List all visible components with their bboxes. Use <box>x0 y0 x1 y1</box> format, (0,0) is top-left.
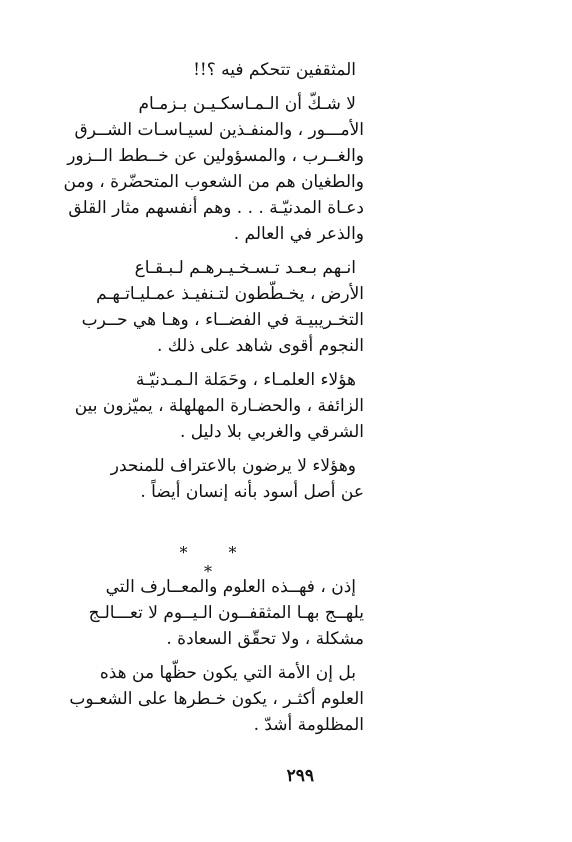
upper-text-block <box>63 57 364 513</box>
text-line: والغــرب ، والمسؤولين عن خــطط الــزور <box>67 146 364 166</box>
section-separator: * * * <box>179 543 255 581</box>
text-line: الأمـــور ، والمنفـذين لسيـاسـات الشــرق <box>74 120 364 140</box>
paragraph <box>81 255 364 359</box>
lower-text-block <box>69 574 364 746</box>
text-line: وهؤلاء لا يرضون بالاعتراف للمنحدر <box>110 456 356 476</box>
paragraph <box>88 574 364 652</box>
paragraph-continuation <box>193 57 364 83</box>
page-number: ٢٩٩ <box>286 766 314 786</box>
text-line: هؤلاء العلمـاء ، وحَمَلة الـمـدنيّـة <box>135 370 356 390</box>
paragraph <box>110 453 364 505</box>
text-line: الزائفة ، والحضـارة المهلهلة ، يميّزون بين <box>74 396 364 416</box>
text-line: يلهــج بهـا المثقفــون الـيــوم لا تعـــالـج <box>88 603 364 623</box>
paragraph <box>74 367 364 445</box>
text-line: عن أصل أسود بأنه إنسان أيضاً . <box>140 482 364 502</box>
paragraph <box>69 660 364 738</box>
text-line: إذن ، فهــذه العلوم والمعــارف التي <box>105 577 356 597</box>
text-line: لا شـكّ أن الـمـاسكـيـن بـزمـام <box>138 94 356 114</box>
text-line: الشرقي والغربي بلا دليل . <box>180 422 364 442</box>
text-line: بل إن الأمة التي يكون حظّها من هذه <box>99 663 356 683</box>
text-line: والطغيان هم من الشعوب المتحضّرة ، ومن <box>63 172 364 192</box>
text-line: انـهم بـعـد تـسـخـيـرهـم لـبـقـاع <box>134 258 356 278</box>
text-line: مشكلة ، ولا تحقّق السعادة . <box>166 629 364 649</box>
paragraph <box>63 91 364 247</box>
text-line: العلوم أكثـر ، يكون خـطرها على الشعـوب <box>69 689 364 709</box>
text-line: دعـاة المدنيّـة . . . وهم أنفسهم مثار القلق <box>68 198 364 218</box>
text-line: النجوم أقوى شاهد على ذلك . <box>156 336 364 356</box>
text-line: المثقفين تتحكم فيه ؟!! <box>193 60 356 80</box>
text-line: المظلومة أشدّ . <box>253 715 364 735</box>
text-line: والذعر في العالم . <box>233 224 364 244</box>
text-line: التخـريبيـة في الفضــاء ، وهـا هي حــرب <box>81 310 364 330</box>
text-line: الأرض ، يخـطّطون لتـنفيـذ عمـليـاتـهـم <box>96 284 364 304</box>
